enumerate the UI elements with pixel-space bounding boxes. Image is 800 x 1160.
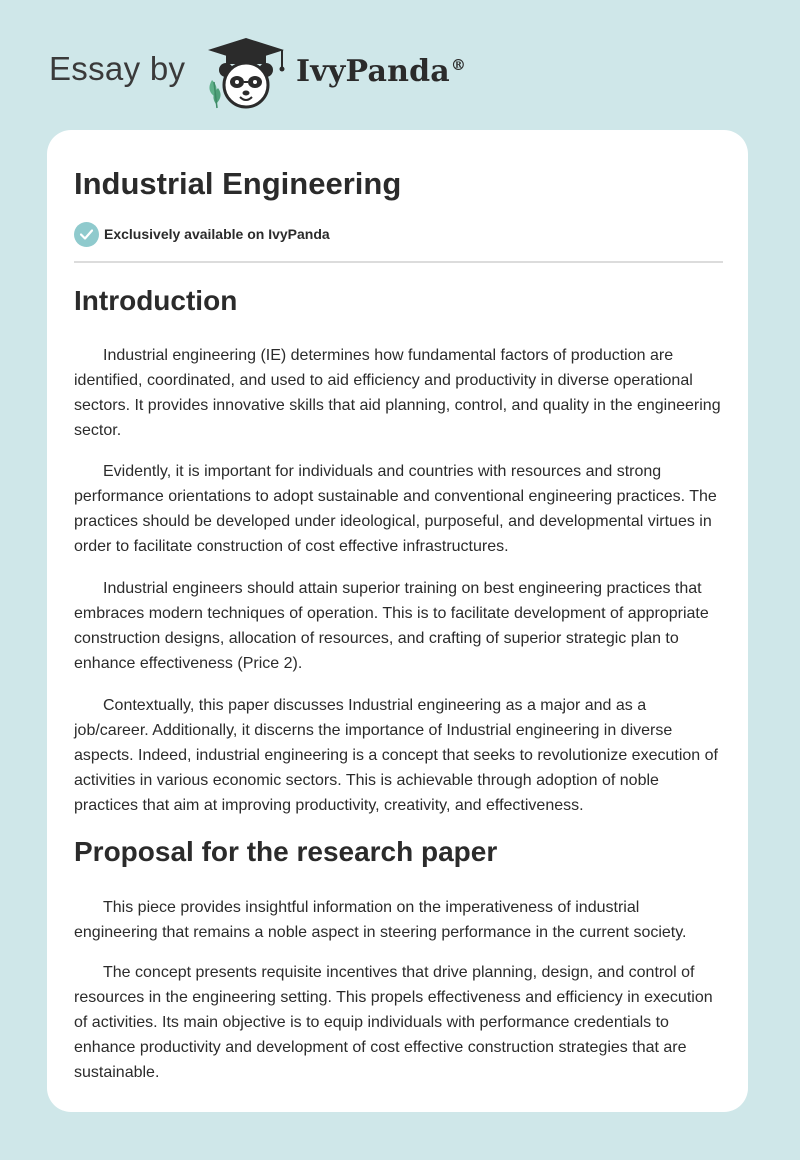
paragraph: Industrial engineers should attain superior training on best engineering practices that embraces modern techniques of operation. This is to facilitate development of appropriate construction designs, allocation of resources, and crafting of superior strategic plan to enhance effectiveness (Price 2). bbox=[74, 580, 709, 672]
paragraph: The concept presents requisite incentives that drive planning, design, and control of resources in the engineering setting. This propels effectiveness and efficiency in execution of activities. Its main objective is to equip individuals with performance credentials to enhance productivity and development of cost effective construction strategies that are sustainable. bbox=[74, 964, 713, 1081]
paragraph: Contextually, this paper discusses Industrial engineering as a major and as a job/career. Additionally, it discerns the importance of Industrial engineering in diverse aspects. Indeed, industrial engineering is a concept that seeks to revolutionize execution of activities in various economic sectors. This is achievable through adoption of noble practices that aim at improving productivity, creativity, and effectiveness. bbox=[74, 697, 718, 814]
exclusive-badge-label: Exclusively available on IvyPanda bbox=[104, 226, 330, 242]
section-heading-proposal: Proposal for the research paper bbox=[74, 836, 498, 867]
document-card bbox=[47, 130, 748, 1112]
title-divider bbox=[74, 261, 723, 263]
check-icon bbox=[74, 222, 99, 247]
exclusive-badge bbox=[74, 221, 330, 247]
brand-header bbox=[49, 36, 469, 110]
brand-name-text: IvyPanda bbox=[296, 54, 450, 89]
paragraph: Industrial engineering (IE) determines how fundamental factors of production are identified, coordinated, and used to aid efficiency and productivity in diverse operational sectors. It provides innovative skills that aid planning, control, and quality in the engineering sector. bbox=[74, 347, 721, 439]
brand-name bbox=[296, 54, 466, 89]
panda-logo-icon bbox=[204, 36, 288, 110]
paragraph: Evidently, it is important for individuals and countries with resources and strong performance orientations to adopt sustainable and conventional engineering practices. The practices should be developed under ideological, purposeful, and developmental virtues in order to facilitate construction of cost effective infrastructures. bbox=[74, 463, 717, 555]
paragraph: This piece provides insightful information on the imperativeness of industrial engineering that remains a noble aspect in steering performance in the current society. bbox=[74, 899, 687, 941]
page-title: Industrial Engineering bbox=[74, 166, 402, 201]
section-heading-introduction: Introduction bbox=[74, 285, 238, 316]
brand-prefix: Essay by bbox=[49, 50, 186, 87]
registered-mark: ® bbox=[450, 56, 467, 74]
